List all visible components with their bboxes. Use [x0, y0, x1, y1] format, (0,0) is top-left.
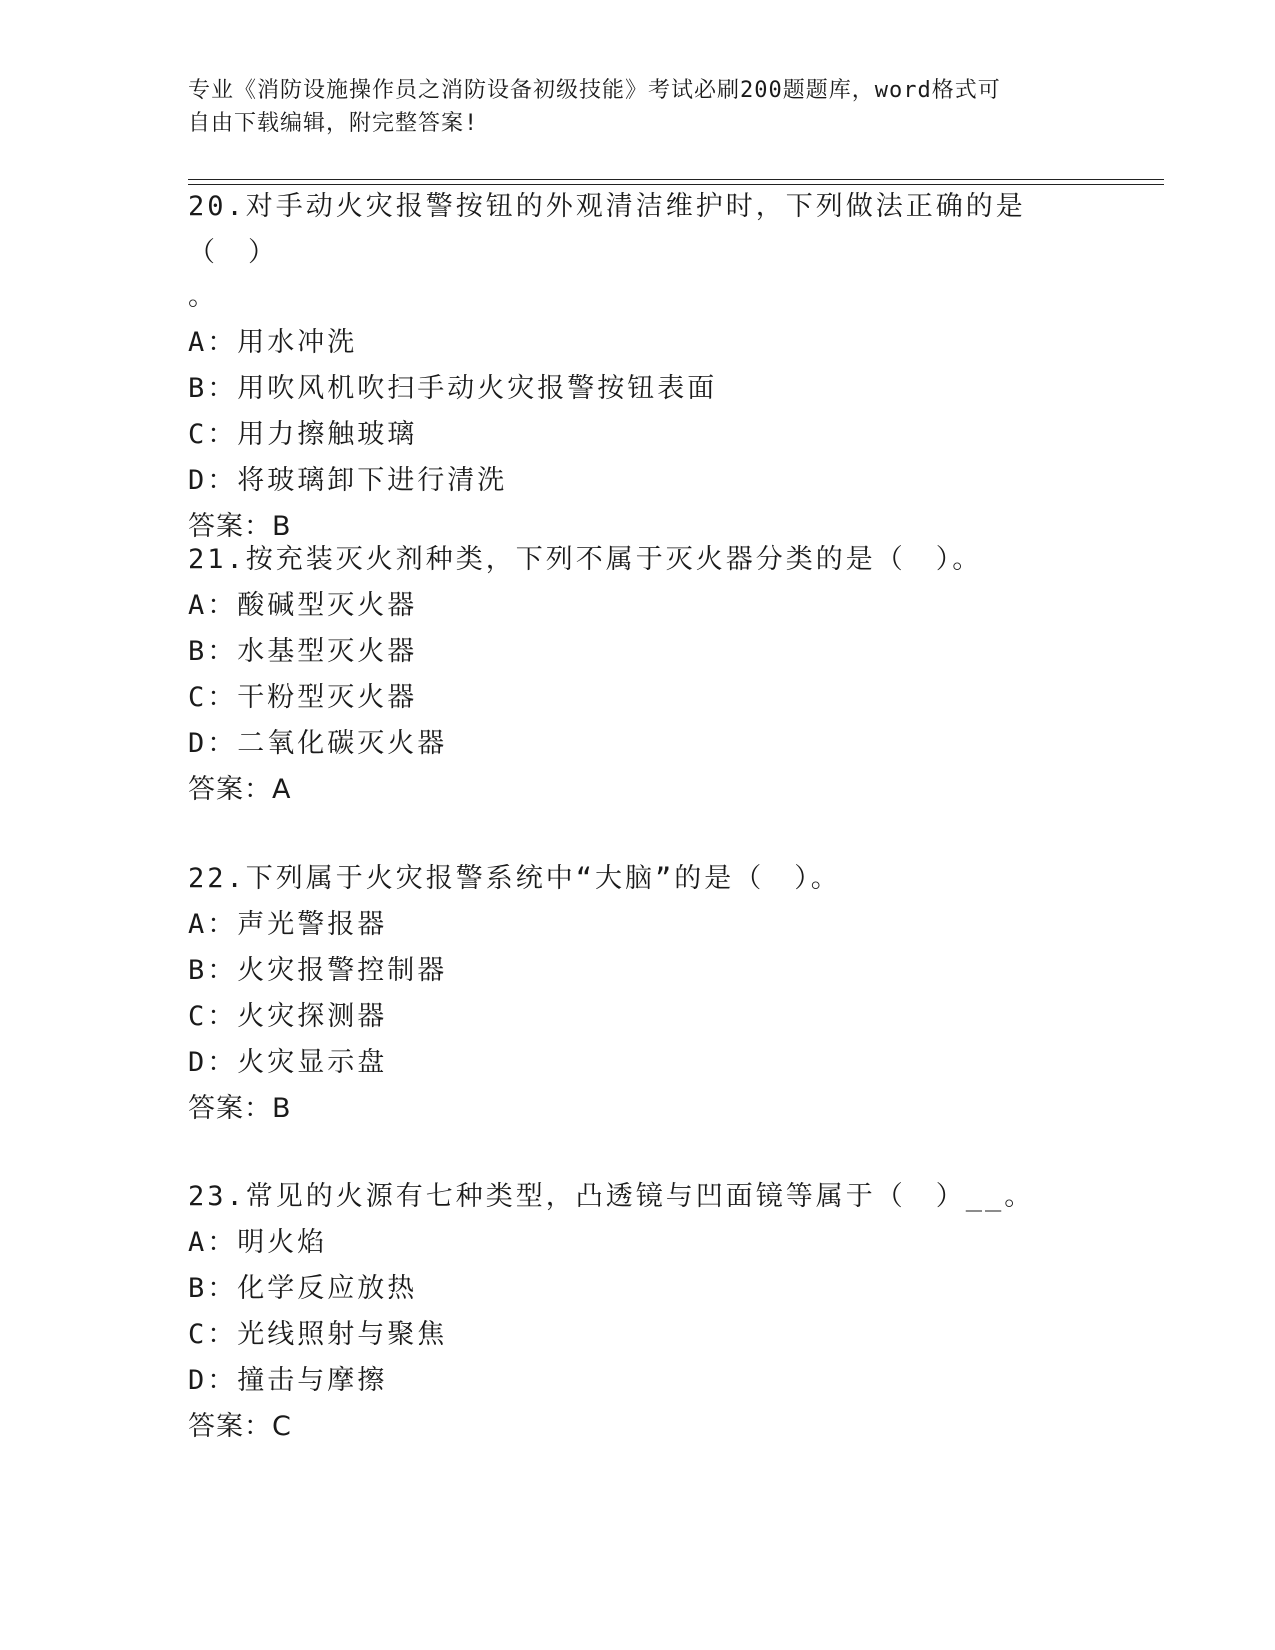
question-stem-tail: 。 [188, 281, 215, 312]
header-divider-top [188, 179, 1164, 180]
answer: 答案：C [188, 1411, 292, 1442]
option-d: D：火灾显示盘 [188, 1047, 388, 1078]
answer: 答案：B [188, 1093, 292, 1124]
question-23 [188, 1174, 1088, 1450]
question-stem: 23.常见的火源有七种类型，凸透镜与凹面镜等属于（ ）__。 [188, 1181, 1035, 1212]
question-21 [188, 537, 1088, 813]
option-d: D：撞击与摩擦 [188, 1365, 388, 1396]
option-b: B：火灾报警控制器 [188, 955, 448, 986]
question-20 [188, 184, 1088, 550]
header-line-2: 自由下载编辑，附完整答案! [188, 111, 479, 136]
question-stem: 21.按充装灭火剂种类，下列不属于灭火器分类的是（ ）。 [188, 544, 983, 575]
option-d: D：将玻璃卸下进行清洗 [188, 465, 508, 496]
option-c: C：干粉型灭火器 [188, 682, 418, 713]
question-stem: 20.对手动火灾报警按钮的外观清洁维护时，下列做法正确的是（ ） [188, 191, 1026, 268]
option-b: B：化学反应放热 [188, 1273, 418, 1304]
option-c: C：用力擦触玻璃 [188, 419, 418, 450]
question-22 [188, 856, 1088, 1132]
option-c: C：光线照射与聚焦 [188, 1319, 448, 1350]
header-line-1: 专业《消防设施操作员之消防设备初级技能》考试必刷200题题库，word格式可 [188, 78, 1001, 103]
question-stem: 22.下列属于火灾报警系统中“大脑”的是（ ）。 [188, 863, 841, 894]
option-a: A：用水冲洗 [188, 327, 358, 358]
option-a: A：酸碱型灭火器 [188, 590, 418, 621]
option-a: A：声光警报器 [188, 909, 388, 940]
option-c: C：火灾探测器 [188, 1001, 388, 1032]
answer: 答案：B [188, 511, 292, 542]
option-a: A：明火焰 [188, 1227, 328, 1258]
option-b: B：水基型灭火器 [188, 636, 418, 667]
option-b: B：用吹风机吹扫手动火灾报警按钮表面 [188, 373, 718, 404]
option-d: D：二氧化碳灭火器 [188, 728, 448, 759]
answer: 答案：A [188, 774, 292, 805]
document-header [188, 74, 1088, 140]
